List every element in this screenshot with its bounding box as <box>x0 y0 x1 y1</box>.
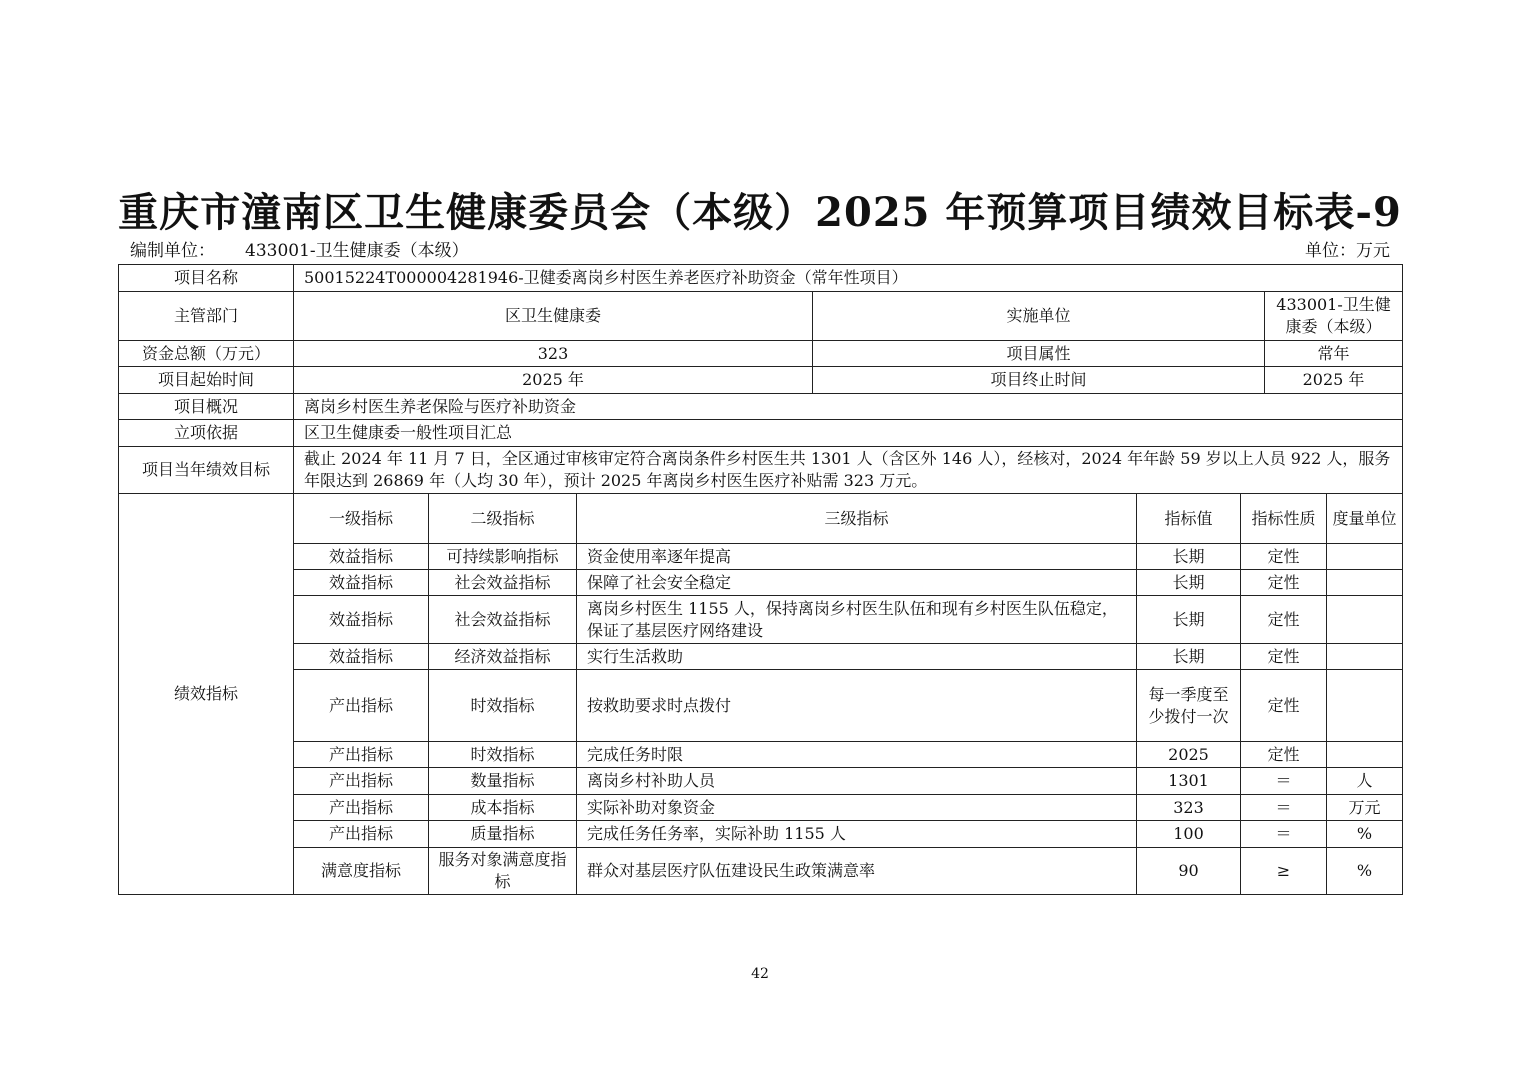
indicator-level3: 离岗乡村补助人员 <box>577 768 1137 795</box>
table-row <box>119 821 1403 848</box>
indicator-level3: 资金使用率逐年提高 <box>577 544 1137 570</box>
indicator-nature: ＝ <box>1241 821 1327 848</box>
indicator-level3: 完成任务时限 <box>577 742 1137 768</box>
indicator-level1: 产出指标 <box>294 821 429 848</box>
start-value: 2025 年 <box>294 367 813 394</box>
indicator-value: 每一季度至少拨付一次 <box>1137 670 1241 742</box>
indicator-unit: 万元 <box>1327 795 1403 821</box>
indicator-level2: 成本指标 <box>429 795 577 821</box>
row-basis <box>119 420 1403 447</box>
indicator-level3: 完成任务任务率，实际补助 1155 人 <box>577 821 1137 848</box>
row-goal <box>119 447 1403 494</box>
indicator-nature: 定性 <box>1241 670 1327 742</box>
indicator-value: 长期 <box>1137 596 1241 644</box>
header-level1: 一级指标 <box>294 494 429 544</box>
table-row <box>119 570 1403 596</box>
project-name-label: 项目名称 <box>119 265 294 292</box>
table-row <box>119 768 1403 795</box>
indicator-level1: 效益指标 <box>294 644 429 670</box>
impl-value: 433001-卫生健康委（本级） <box>1265 292 1403 341</box>
indicator-level3: 实际补助对象资金 <box>577 795 1137 821</box>
indicator-level2: 时效指标 <box>429 742 577 768</box>
indicator-nature: ＝ <box>1241 795 1327 821</box>
indicator-unit: % <box>1327 821 1403 848</box>
indicator-level1: 满意度指标 <box>294 848 429 895</box>
indicator-nature: 定性 <box>1241 742 1327 768</box>
indicator-unit <box>1327 670 1403 742</box>
project-name-value: 50015224T000004281946-卫健委离岗乡村医生养老医疗补助资金（常年性项目） <box>294 265 1403 292</box>
section-label: 绩效指标 <box>119 494 294 895</box>
indicator-nature: 定性 <box>1241 544 1327 570</box>
row-project-name <box>119 265 1403 292</box>
header-value: 指标值 <box>1137 494 1241 544</box>
table-row <box>119 544 1403 570</box>
row-fund <box>119 341 1403 367</box>
basis-label: 立项依据 <box>119 420 294 447</box>
table-row <box>119 596 1403 644</box>
indicator-level3: 按救助要求时点拨付 <box>577 670 1137 742</box>
fund-value: 323 <box>294 341 813 367</box>
indicator-nature: 定性 <box>1241 644 1327 670</box>
indicator-level1: 效益指标 <box>294 596 429 644</box>
indicator-level3: 实行生活救助 <box>577 644 1137 670</box>
performance-table <box>118 264 1403 895</box>
unit-label: 单位：万元 <box>1305 241 1390 261</box>
indicator-unit <box>1327 644 1403 670</box>
table-row <box>119 742 1403 768</box>
org-line <box>130 240 469 262</box>
goal-label: 项目当年绩效目标 <box>119 447 294 494</box>
indicator-nature: ＝ <box>1241 768 1327 795</box>
indicator-value: 长期 <box>1137 544 1241 570</box>
indicator-level3: 离岗乡村医生 1155 人，保持离岗乡村医生队伍和现有乡村医生队伍稳定，保证了基层医疗网络建设 <box>577 596 1137 644</box>
indicator-level1: 效益指标 <box>294 544 429 570</box>
indicator-unit: % <box>1327 848 1403 895</box>
header-unit: 度量单位 <box>1327 494 1403 544</box>
indicator-value: 323 <box>1137 795 1241 821</box>
org-value: 433001-卫生健康委（本级） <box>245 241 469 261</box>
indicator-unit <box>1327 596 1403 644</box>
indicator-level2: 服务对象满意度指标 <box>429 848 577 895</box>
indicator-level1: 产出指标 <box>294 795 429 821</box>
start-label: 项目起始时间 <box>119 367 294 394</box>
attr-value: 常年 <box>1265 341 1403 367</box>
indicator-value: 长期 <box>1137 570 1241 596</box>
row-overview <box>119 394 1403 420</box>
header-level3: 三级指标 <box>577 494 1137 544</box>
row-department <box>119 292 1403 341</box>
indicator-header-row <box>119 494 1403 544</box>
indicator-unit <box>1327 570 1403 596</box>
page-number: 42 <box>751 966 769 982</box>
indicator-level1: 产出指标 <box>294 742 429 768</box>
indicator-level2: 经济效益指标 <box>429 644 577 670</box>
dept-value: 区卫生健康委 <box>294 292 813 341</box>
indicator-level3: 群众对基层医疗队伍建设民生政策满意率 <box>577 848 1137 895</box>
indicator-level2: 社会效益指标 <box>429 596 577 644</box>
table-row <box>119 644 1403 670</box>
indicator-nature: ≥ <box>1241 848 1327 895</box>
indicator-value: 1301 <box>1137 768 1241 795</box>
indicator-nature: 定性 <box>1241 570 1327 596</box>
indicator-value: 90 <box>1137 848 1241 895</box>
end-value: 2025 年 <box>1265 367 1403 394</box>
header-nature: 指标性质 <box>1241 494 1327 544</box>
indicator-level2: 时效指标 <box>429 670 577 742</box>
indicator-level1: 效益指标 <box>294 570 429 596</box>
page-title: 重庆市潼南区卫生健康委员会（本级）2025 年预算项目绩效目标表-9 <box>118 189 1402 236</box>
org-label: 编制单位： <box>130 241 215 261</box>
end-label: 项目终止时间 <box>813 367 1265 394</box>
indicator-value: 长期 <box>1137 644 1241 670</box>
basis-value: 区卫生健康委一般性项目汇总 <box>294 420 1403 447</box>
indicator-level1: 产出指标 <box>294 670 429 742</box>
indicator-unit: 人 <box>1327 768 1403 795</box>
table-row <box>119 795 1403 821</box>
indicator-level1: 产出指标 <box>294 768 429 795</box>
indicator-level2: 数量指标 <box>429 768 577 795</box>
overview-value: 离岗乡村医生养老保险与医疗补助资金 <box>294 394 1403 420</box>
dept-label: 主管部门 <box>119 292 294 341</box>
indicator-nature: 定性 <box>1241 596 1327 644</box>
impl-label: 实施单位 <box>813 292 1265 341</box>
goal-value: 截止 2024 年 11 月 7 日，全区通过审核审定符合离岗条件乡村医生共 1301 人（含区外 146 人），经核对，2024 年年龄 59 岁以上人员 922 人，服务年限达到 26869 年（人均 30 年），预计 2025 年离岗乡村医生医疗补贴需 323 万元。 <box>294 447 1403 494</box>
indicator-level2: 社会效益指标 <box>429 570 577 596</box>
header-level2: 二级指标 <box>429 494 577 544</box>
indicator-unit <box>1327 544 1403 570</box>
indicator-level2: 可持续影响指标 <box>429 544 577 570</box>
overview-label: 项目概况 <box>119 394 294 420</box>
indicator-value: 2025 <box>1137 742 1241 768</box>
indicator-value: 100 <box>1137 821 1241 848</box>
indicator-unit <box>1327 742 1403 768</box>
table-row <box>119 848 1403 895</box>
indicator-level2: 质量指标 <box>429 821 577 848</box>
row-time <box>119 367 1403 394</box>
table-row <box>119 670 1403 742</box>
fund-label: 资金总额（万元） <box>119 341 294 367</box>
attr-label: 项目属性 <box>813 341 1265 367</box>
indicator-level3: 保障了社会安全稳定 <box>577 570 1137 596</box>
